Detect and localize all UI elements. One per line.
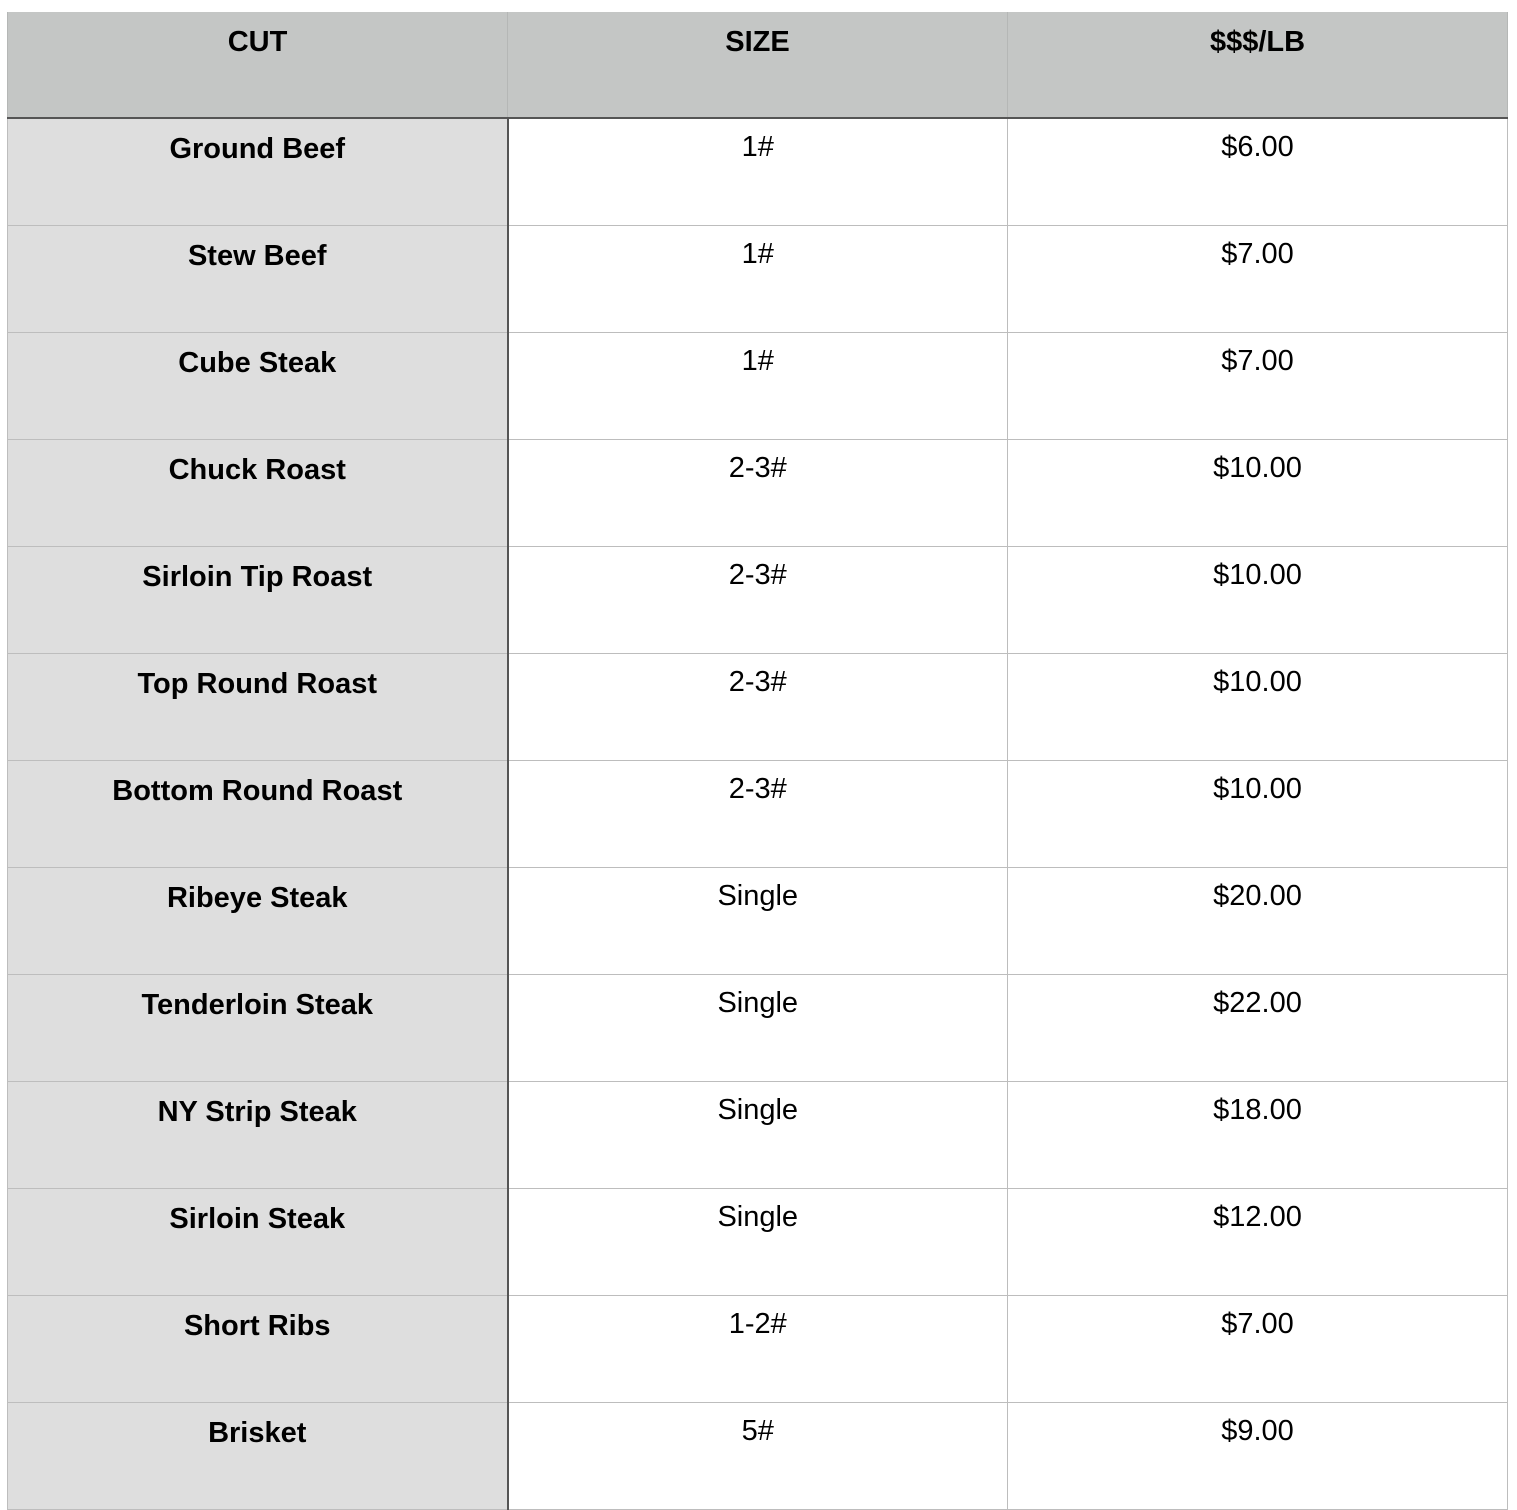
- price-cell: $7.00: [1008, 332, 1508, 439]
- cut-cell: Cube Steak: [8, 332, 508, 439]
- column-header-size: SIZE: [508, 12, 1008, 118]
- size-cell: Single: [508, 867, 1008, 974]
- price-cell: $10.00: [1008, 653, 1508, 760]
- size-cell: 2-3#: [508, 760, 1008, 867]
- size-cell: 1#: [508, 225, 1008, 332]
- cut-cell: Sirloin Steak: [8, 1188, 508, 1295]
- table-row: [8, 225, 1508, 332]
- price-cell: $20.00: [1008, 867, 1508, 974]
- table-row: [8, 1081, 1508, 1188]
- price-cell: $9.00: [1008, 1402, 1508, 1509]
- price-cell: $6.00: [1008, 118, 1508, 225]
- cut-cell: Top Round Roast: [8, 653, 508, 760]
- price-cell: $10.00: [1008, 439, 1508, 546]
- price-cell: $10.00: [1008, 760, 1508, 867]
- table-row: [8, 332, 1508, 439]
- price-cell: $22.00: [1008, 974, 1508, 1081]
- table-body: [8, 118, 1508, 1509]
- table-row: [8, 439, 1508, 546]
- price-table: [7, 12, 1508, 1510]
- price-cell: $12.00: [1008, 1188, 1508, 1295]
- cut-cell: Sirloin Tip Roast: [8, 546, 508, 653]
- cut-cell: Tenderloin Steak: [8, 974, 508, 1081]
- cut-cell: Ground Beef: [8, 118, 508, 225]
- price-cell: $18.00: [1008, 1081, 1508, 1188]
- table-row: [8, 974, 1508, 1081]
- cut-cell: Bottom Round Roast: [8, 760, 508, 867]
- cut-cell: Chuck Roast: [8, 439, 508, 546]
- cut-cell: Ribeye Steak: [8, 867, 508, 974]
- cut-cell: Brisket: [8, 1402, 508, 1509]
- table-row: [8, 546, 1508, 653]
- price-cell: $10.00: [1008, 546, 1508, 653]
- table-row: [8, 118, 1508, 225]
- table-row: [8, 867, 1508, 974]
- size-cell: 5#: [508, 1402, 1008, 1509]
- size-cell: Single: [508, 1188, 1008, 1295]
- cut-cell: NY Strip Steak: [8, 1081, 508, 1188]
- table-row: [8, 653, 1508, 760]
- cut-cell: Short Ribs: [8, 1295, 508, 1402]
- table-row: [8, 1295, 1508, 1402]
- price-cell: $7.00: [1008, 1295, 1508, 1402]
- table-row: [8, 1188, 1508, 1295]
- size-cell: 1#: [508, 332, 1008, 439]
- size-cell: 1#: [508, 118, 1008, 225]
- price-cell: $7.00: [1008, 225, 1508, 332]
- column-header-cut: CUT: [8, 12, 508, 118]
- table-row: [8, 1402, 1508, 1509]
- size-cell: 2-3#: [508, 546, 1008, 653]
- cut-cell: Stew Beef: [8, 225, 508, 332]
- column-header-price: $$$/LB: [1008, 12, 1508, 118]
- table-header: [8, 12, 1508, 118]
- size-cell: 2-3#: [508, 439, 1008, 546]
- table-row: [8, 760, 1508, 867]
- size-cell: Single: [508, 974, 1008, 1081]
- header-row: [8, 12, 1508, 118]
- size-cell: 1-2#: [508, 1295, 1008, 1402]
- size-cell: Single: [508, 1081, 1008, 1188]
- size-cell: 2-3#: [508, 653, 1008, 760]
